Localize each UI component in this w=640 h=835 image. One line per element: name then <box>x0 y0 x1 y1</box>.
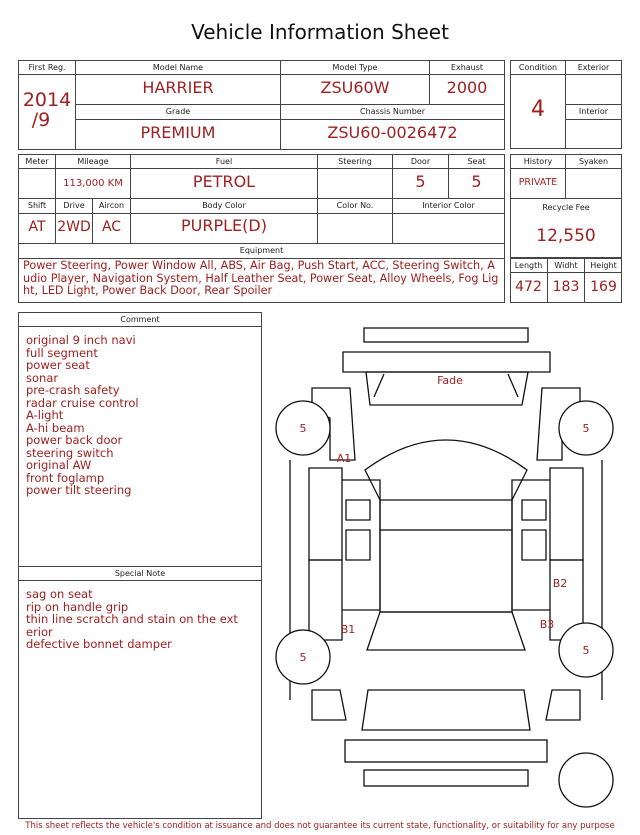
special-note-item: rip on handle grip <box>26 599 129 614</box>
interior-label: Interior <box>578 107 609 116</box>
comment-item: full segment <box>26 345 98 360</box>
fuel-value: PETROL <box>192 172 256 191</box>
drive-label: Drive <box>63 201 85 210</box>
special-note-label: Special Note <box>114 569 166 578</box>
seat-value: 5 <box>471 172 482 191</box>
exhaust-value: 2000 <box>446 78 488 97</box>
mark-b2: B2 <box>552 577 568 590</box>
comment-item: steering switch <box>26 445 114 460</box>
first-reg-label: First Reg. <box>28 63 66 72</box>
chassis-label: Chassis Number <box>360 107 425 116</box>
rear-bumper <box>345 740 547 762</box>
mark-b3: B3 <box>539 618 555 631</box>
height-label: Height <box>590 261 617 270</box>
special-note-item: thin line scratch and stain on the ext <box>26 612 238 626</box>
mileage-value: 113,000 KM <box>63 178 123 189</box>
width-value: 183 <box>552 279 580 295</box>
comment-label: Comment <box>120 315 160 324</box>
syaken-label: Syaken <box>578 157 609 166</box>
tire-rear-left-grade: 5 <box>299 651 307 664</box>
trunk <box>362 690 530 730</box>
length-value: 472 <box>515 279 542 295</box>
comment-item: power tilt steering <box>26 483 132 497</box>
roof <box>380 530 512 612</box>
history-value: PRIVATE <box>518 177 558 188</box>
door-value: 5 <box>415 172 426 191</box>
aircon-value: AC <box>101 219 122 235</box>
grade-label: Grade <box>165 107 191 116</box>
interior-color-label: Interior Color <box>422 201 475 210</box>
color-no-label: Color No. <box>336 201 374 210</box>
rear-window <box>367 612 525 650</box>
special-note-list <box>26 588 258 651</box>
width-label: Widht <box>554 261 578 270</box>
tire-front-left-grade: 5 <box>299 422 307 435</box>
equipment-line: ht, LED Light, Power Back Door, Rear Spoiler <box>23 284 273 297</box>
model-type-value: ZSU60W <box>320 78 390 97</box>
exhaust-label: Exhaust <box>450 63 484 72</box>
body-color-value: PURPLE(D) <box>181 216 267 235</box>
left-rear-quarter <box>312 690 346 720</box>
spare-tire <box>559 753 613 807</box>
length-label: Length <box>514 261 543 270</box>
model-type-label: Model Type <box>332 63 378 72</box>
tire-rear-right-grade: 5 <box>582 644 590 657</box>
mark-b1: B1 <box>340 623 356 636</box>
front-bumper <box>364 328 528 342</box>
rear-bumper-lower <box>364 770 528 786</box>
condition-value: 4 <box>531 97 545 122</box>
grade-value: PREMIUM <box>140 123 216 142</box>
front-bumper-lower <box>343 352 550 372</box>
mileage-label: Mileage <box>77 157 109 166</box>
aircon-label: Aircon <box>98 201 125 210</box>
car-damage-diagram <box>268 318 630 820</box>
equipment-line: Power Steering, Power Window All, ABS, Air Bag, Push Start, ACC, Steering Switch, A <box>23 259 495 272</box>
special-note-item: sag on seat <box>26 587 93 601</box>
mark-a1: A1 <box>336 452 352 465</box>
body-color-label: Body Color <box>202 201 246 210</box>
model-name-value: HARRIER <box>142 78 214 97</box>
fuel-label: Fuel <box>215 157 233 166</box>
height-value: 169 <box>590 279 617 295</box>
drive-value: 2WD <box>57 219 91 235</box>
shift-value: AT <box>28 219 46 235</box>
shift-label: Shift <box>27 201 47 210</box>
comment-item: original AW <box>26 458 92 472</box>
comment-item: radar cruise control <box>26 395 139 410</box>
special-note-item: defective bonnet damper <box>26 637 172 651</box>
comment-item: power back door <box>26 433 123 447</box>
steering-label: Steering <box>338 157 372 166</box>
left-rear-door <box>309 560 342 640</box>
equipment-line: udio Player, Navigation System, Half Leather Seat, Power Seat, Alloy Wheels, Fog Lig <box>23 271 499 285</box>
first-reg-year: 2014 <box>22 89 72 111</box>
model-name-label: Model Name <box>152 63 204 72</box>
comment-item: sonar <box>26 370 59 385</box>
footer-disclaimer: This sheet reflects the vehicle's condition at issuance and does not guarantee its current state, functionality, or suitability for any purpose <box>25 821 615 831</box>
recycle-fee-label: Recycle Fee <box>542 203 590 212</box>
comment-item: A-light <box>26 408 64 422</box>
equipment-label: Equipment <box>239 246 284 255</box>
comment-item: original 9 inch navi <box>26 333 136 347</box>
left-front-door <box>309 468 342 560</box>
equipment-text <box>23 260 503 298</box>
pillar <box>380 500 512 530</box>
page-title: Vehicle Information Sheet <box>191 20 449 44</box>
first-reg-month: /9 <box>31 109 51 131</box>
meter-label: Meter <box>25 157 49 166</box>
left-glass <box>346 500 370 560</box>
comment-item: power seat <box>26 358 90 372</box>
special-note-item: erior <box>26 624 53 639</box>
comment-item: pre-crash safety <box>26 383 120 397</box>
right-glass <box>522 500 546 560</box>
condition-label: Condition <box>518 63 558 72</box>
comment-item: front foglamp <box>26 470 105 485</box>
exterior-label: Exterior <box>577 63 610 72</box>
recycle-fee-value: 12,550 <box>536 226 596 246</box>
door-label: Door <box>410 157 431 166</box>
windshield <box>365 440 527 500</box>
comment-list <box>26 334 258 497</box>
chassis-value: ZSU60-0026472 <box>327 123 458 142</box>
right-rear-quarter <box>546 690 580 720</box>
right-front-door <box>550 468 583 560</box>
comment-item: A-hi beam <box>26 420 85 435</box>
mark-fade: Fade <box>437 374 463 387</box>
history-label: History <box>523 157 553 166</box>
seat-label: Seat <box>467 157 486 166</box>
divider <box>18 60 76 75</box>
tire-front-right-grade: 5 <box>582 422 590 435</box>
